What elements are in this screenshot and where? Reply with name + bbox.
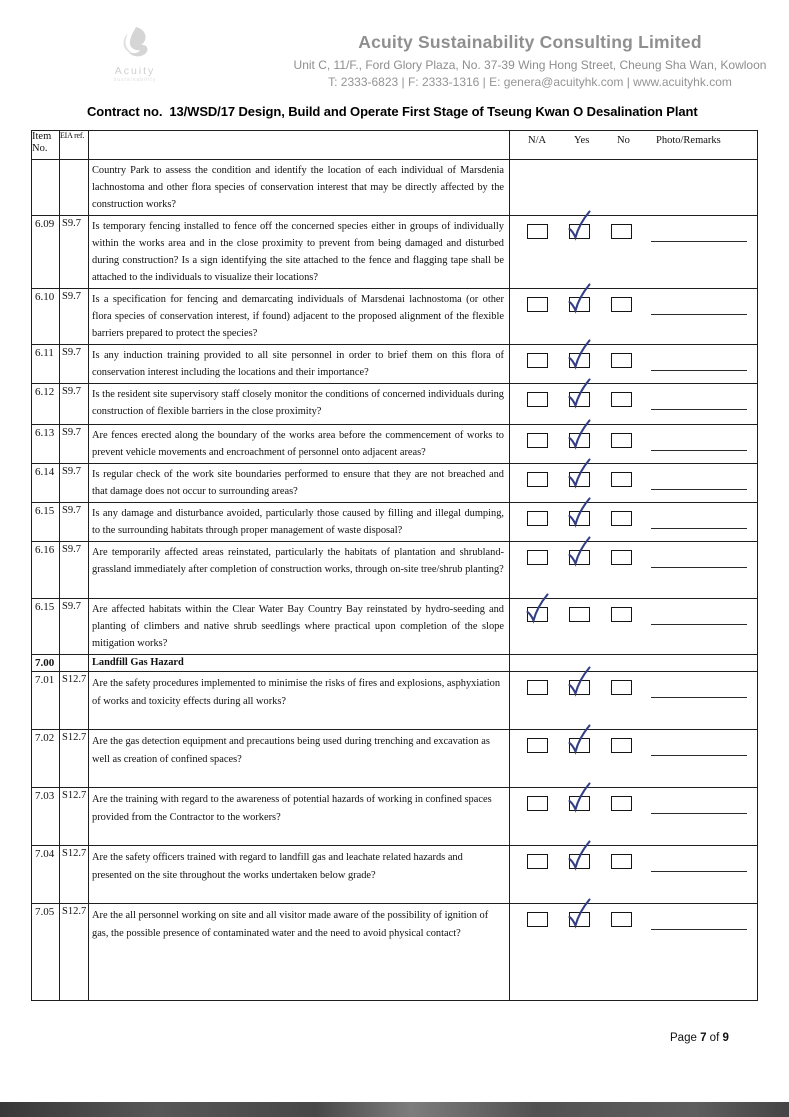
row-eia-ref: S12.7 bbox=[60, 672, 89, 730]
question-cell bbox=[89, 384, 510, 425]
checkbox-na bbox=[527, 511, 548, 526]
question-cell bbox=[89, 846, 510, 904]
row-item-no: 6.15 bbox=[32, 599, 60, 655]
question-cell bbox=[89, 289, 510, 345]
answer-cell bbox=[510, 599, 758, 655]
checkmark-icon bbox=[523, 591, 551, 625]
remarks-line bbox=[651, 755, 747, 756]
checkbox-no bbox=[611, 433, 632, 448]
remarks-line bbox=[651, 528, 747, 529]
logo-subtext: sustainability bbox=[113, 77, 157, 83]
row-item-no: 6.13 bbox=[32, 425, 60, 464]
question-cell bbox=[89, 160, 510, 216]
question-text: Country Park to assess the condition and identify the location of each individual of Marsdenia lachnostoma and other flora species of conservation interest that may be directly affected by the construction works? bbox=[92, 165, 504, 210]
checkbox-na bbox=[527, 550, 548, 565]
row-eia-ref: S12.7 bbox=[60, 904, 89, 1001]
question-cell bbox=[89, 904, 510, 1001]
answer-cell bbox=[510, 788, 758, 846]
question-text: Are temporarily affected areas reinstated, particularly the habitats of plantation and shrubland-grassland immediately after completion of construction works, through on-site tree/shrub planting? bbox=[92, 547, 504, 575]
answer-cell bbox=[510, 345, 758, 384]
checkbox-no bbox=[611, 224, 632, 239]
row-item-no: 6.11 bbox=[32, 345, 60, 384]
answer-cell bbox=[510, 216, 758, 289]
page-current: 7 bbox=[700, 1032, 707, 1044]
answer-cell bbox=[510, 425, 758, 464]
checkbox-na bbox=[527, 912, 548, 927]
checkbox-no bbox=[611, 550, 632, 565]
checkbox-na bbox=[527, 680, 548, 695]
table-row bbox=[32, 503, 758, 542]
question-cell bbox=[89, 730, 510, 788]
remarks-line bbox=[651, 813, 747, 814]
company-logo bbox=[102, 24, 168, 83]
row-item-no: 7.04 bbox=[32, 846, 60, 904]
row-eia-ref: S9.7 bbox=[60, 216, 89, 289]
remarks-line bbox=[651, 241, 747, 242]
row-eia-ref: S9.7 bbox=[60, 503, 89, 542]
checkmark-icon bbox=[565, 456, 593, 490]
row-item-no: 7.03 bbox=[32, 788, 60, 846]
checkmark-icon bbox=[565, 780, 593, 814]
header-item-line2: No. bbox=[32, 143, 48, 154]
checklist-table bbox=[31, 130, 758, 1001]
question-cell bbox=[89, 425, 510, 464]
table-row bbox=[32, 904, 758, 1001]
question-cell bbox=[89, 216, 510, 289]
answer-cell bbox=[510, 160, 758, 216]
question-text: Are the training with regard to the awareness of potential hazards of working in confined spaces provided from the Contractor to the workers? bbox=[92, 794, 492, 823]
company-address: Unit C, 11/F., Ford Glory Plaza, No. 37-39 Wing Hong Street, Cheung Sha Wan, Kowloon bbox=[293, 58, 767, 72]
page-number bbox=[670, 1032, 729, 1044]
header-answers bbox=[510, 131, 758, 160]
remarks-line bbox=[651, 370, 747, 371]
company-name: Acuity Sustainability Consulting Limited bbox=[358, 32, 702, 52]
table-row bbox=[32, 464, 758, 503]
remarks-line bbox=[651, 567, 747, 568]
company-contact: T: 2333-6823 | F: 2333-1316 | E: genera@acuityhk.com | www.acuityhk.com bbox=[328, 75, 732, 89]
question-cell bbox=[89, 464, 510, 503]
row-item-no: 6.09 bbox=[32, 216, 60, 289]
checkbox-no bbox=[611, 854, 632, 869]
checkmark-icon bbox=[565, 495, 593, 529]
logo-text: Acuity bbox=[114, 65, 156, 77]
remarks-line bbox=[651, 929, 747, 930]
row-item-no bbox=[32, 160, 60, 216]
header-photo-remarks: Photo/Remarks bbox=[656, 135, 721, 146]
row-item-no: 6.16 bbox=[32, 542, 60, 599]
row-eia-ref: S12.7 bbox=[60, 730, 89, 788]
checkmark-icon bbox=[565, 208, 593, 242]
checkmark-icon bbox=[565, 664, 593, 698]
checkbox-na bbox=[527, 854, 548, 869]
table-row bbox=[32, 730, 758, 788]
answer-cell bbox=[510, 730, 758, 788]
checkbox-na bbox=[527, 738, 548, 753]
checkbox-no bbox=[611, 738, 632, 753]
remarks-line bbox=[651, 624, 747, 625]
row-item-no: 6.14 bbox=[32, 464, 60, 503]
question-text: Is the resident site supervisory staff closely monitor the conditions of concerned individuals during construction of flexible barriers in the close proximity? bbox=[92, 389, 504, 417]
checkbox-na bbox=[527, 433, 548, 448]
table-row bbox=[32, 655, 758, 672]
row-item-no: 7.01 bbox=[32, 672, 60, 730]
row-eia-ref: S9.7 bbox=[60, 464, 89, 503]
checkbox-no bbox=[611, 607, 632, 622]
row-eia-ref: S9.7 bbox=[60, 289, 89, 345]
row-eia-ref: S9.7 bbox=[60, 384, 89, 425]
header-na: N/A bbox=[528, 135, 547, 146]
remarks-line bbox=[651, 409, 747, 410]
question-text: Are affected habitats within the Clear Water Bay Country Bay reinstated by hydro-seeding and planting of climbers and native shrub seedlings where practical upon completion of the slope mitigation works? bbox=[92, 604, 504, 649]
checkbox-na bbox=[527, 472, 548, 487]
checkbox-no bbox=[611, 912, 632, 927]
answer-cell bbox=[510, 904, 758, 1001]
remarks-line bbox=[651, 450, 747, 451]
question-text: Is regular check of the work site boundaries performed to ensure that they are not breached and that damage does not occur to surrounding areas? bbox=[92, 469, 504, 497]
question-text: Is a specification for fencing and demarcating individuals of Marsdenai lachnostoma (or other flora species of conservation interest, if found) adjacent to the proposed alignment of the flexible barriers prepared to protect the species? bbox=[92, 294, 504, 339]
question-cell bbox=[89, 655, 510, 672]
checkbox-no bbox=[611, 297, 632, 312]
checkmark-icon bbox=[565, 337, 593, 371]
row-eia-ref: S12.7 bbox=[60, 846, 89, 904]
table-row bbox=[32, 599, 758, 655]
scan-edge-artifact bbox=[0, 1102, 789, 1117]
row-eia-ref bbox=[60, 160, 89, 216]
header-item-line1: Item bbox=[32, 131, 52, 142]
checkbox-na bbox=[527, 224, 548, 239]
table-row bbox=[32, 846, 758, 904]
checkmark-icon bbox=[565, 722, 593, 756]
question-cell bbox=[89, 345, 510, 384]
header-item-no bbox=[32, 131, 60, 160]
checkbox-no bbox=[611, 472, 632, 487]
question-cell bbox=[89, 503, 510, 542]
header-question bbox=[89, 131, 510, 160]
answer-cell bbox=[510, 384, 758, 425]
checkmark-icon bbox=[565, 838, 593, 872]
checkbox-yes bbox=[569, 607, 590, 622]
checkmark-icon bbox=[565, 896, 593, 930]
table-row bbox=[32, 788, 758, 846]
of-word: of bbox=[709, 1032, 720, 1044]
question-text: Are the safety procedures implemented to minimise the risks of fires and explosions, asphyxiation of works and toxicity effects during all works? bbox=[92, 678, 501, 707]
table-row bbox=[32, 542, 758, 599]
checkbox-no bbox=[611, 680, 632, 695]
checkbox-na bbox=[527, 353, 548, 368]
question-text: Landfill Gas Hazard bbox=[92, 657, 184, 668]
remarks-line bbox=[651, 314, 747, 315]
checkbox-no bbox=[611, 353, 632, 368]
question-cell bbox=[89, 542, 510, 599]
row-item-no: 6.15 bbox=[32, 503, 60, 542]
answer-cell bbox=[510, 542, 758, 599]
answer-cell bbox=[510, 672, 758, 730]
row-eia-ref: S9.7 bbox=[60, 425, 89, 464]
remarks-line bbox=[651, 697, 747, 698]
question-text: Are the safety officers trained with regard to landfill gas and leachate related hazards and presented on the site throughout the works undertaken below grade? bbox=[92, 852, 463, 881]
remarks-line bbox=[651, 871, 747, 872]
row-eia-ref: S9.7 bbox=[60, 599, 89, 655]
table-row bbox=[32, 216, 758, 289]
row-eia-ref: S9.7 bbox=[60, 542, 89, 599]
question-cell bbox=[89, 788, 510, 846]
table-header-row bbox=[32, 131, 758, 160]
table-row bbox=[32, 160, 758, 216]
answer-cell bbox=[510, 655, 758, 672]
checkmark-icon bbox=[565, 417, 593, 451]
row-item-no: 7.05 bbox=[32, 904, 60, 1001]
checkbox-no bbox=[611, 796, 632, 811]
question-text: Are the gas detection equipment and precautions being used during trenching and excavation as well as creation of confined spaces? bbox=[92, 736, 490, 765]
table-row bbox=[32, 425, 758, 464]
row-eia-ref: S9.7 bbox=[60, 345, 89, 384]
row-eia-ref: S12.7 bbox=[60, 788, 89, 846]
checkmark-icon bbox=[565, 376, 593, 410]
row-eia-ref bbox=[60, 655, 89, 672]
checkmark-icon bbox=[565, 281, 593, 315]
table-row bbox=[32, 289, 758, 345]
document-title: Contract no. 13/WSD/17 Design, Build and Operate First Stage of Tseung Kwan O Desalination Plant bbox=[87, 104, 698, 119]
checkbox-no bbox=[611, 392, 632, 407]
question-cell bbox=[89, 599, 510, 655]
question-text: Is any damage and disturbance avoided, particularly those caused by filling and illegal dumping, to the surrounding habitats through proper management of waste disposal? bbox=[92, 508, 504, 536]
row-item-no: 6.10 bbox=[32, 289, 60, 345]
question-text: Is temporary fencing installed to fence off the concerned species either in groups of individually within the works area and in the close proximity to prevent from being damaged and disturbed during construction? Is a sign identifying the site attached to the fence and flagging tape shall be attached to the individuals to visualize their locations? bbox=[92, 221, 504, 283]
header-eia-ref: EIA ref. bbox=[60, 131, 89, 160]
remarks-line bbox=[651, 489, 747, 490]
row-item-no: 7.00 bbox=[32, 655, 60, 672]
question-text: Is any induction training provided to all site personnel in order to brief them on this flora of conservation interest including the locations and their importance? bbox=[92, 350, 504, 378]
answer-cell bbox=[510, 464, 758, 503]
answer-cell bbox=[510, 289, 758, 345]
header-no: No bbox=[617, 135, 630, 146]
table-row bbox=[32, 672, 758, 730]
checkmark-icon bbox=[565, 534, 593, 568]
row-item-no: 7.02 bbox=[32, 730, 60, 788]
table-row bbox=[32, 345, 758, 384]
answer-cell bbox=[510, 503, 758, 542]
question-text: Are fences erected along the boundary of the works area before the commencement of works to prevent vehicle movements and encroachment of personnel onto adjacent areas? bbox=[92, 430, 504, 458]
leaf-swirl-icon bbox=[116, 24, 154, 64]
answer-cell bbox=[510, 846, 758, 904]
question-text: Are the all personnel working on site and all visitor made aware of the possibility of ignition of gas, the possible presence of contaminated water and the need to avoid physical contact? bbox=[92, 910, 489, 939]
checklist-body bbox=[32, 160, 758, 1001]
page-total: 9 bbox=[722, 1032, 729, 1044]
table-row bbox=[32, 384, 758, 425]
checkbox-na bbox=[527, 796, 548, 811]
checkbox-na bbox=[527, 392, 548, 407]
checkbox-na bbox=[527, 297, 548, 312]
page-word: Page bbox=[670, 1032, 697, 1044]
question-cell bbox=[89, 672, 510, 730]
checkbox-no bbox=[611, 511, 632, 526]
row-item-no: 6.12 bbox=[32, 384, 60, 425]
header-yes: Yes bbox=[574, 135, 590, 146]
